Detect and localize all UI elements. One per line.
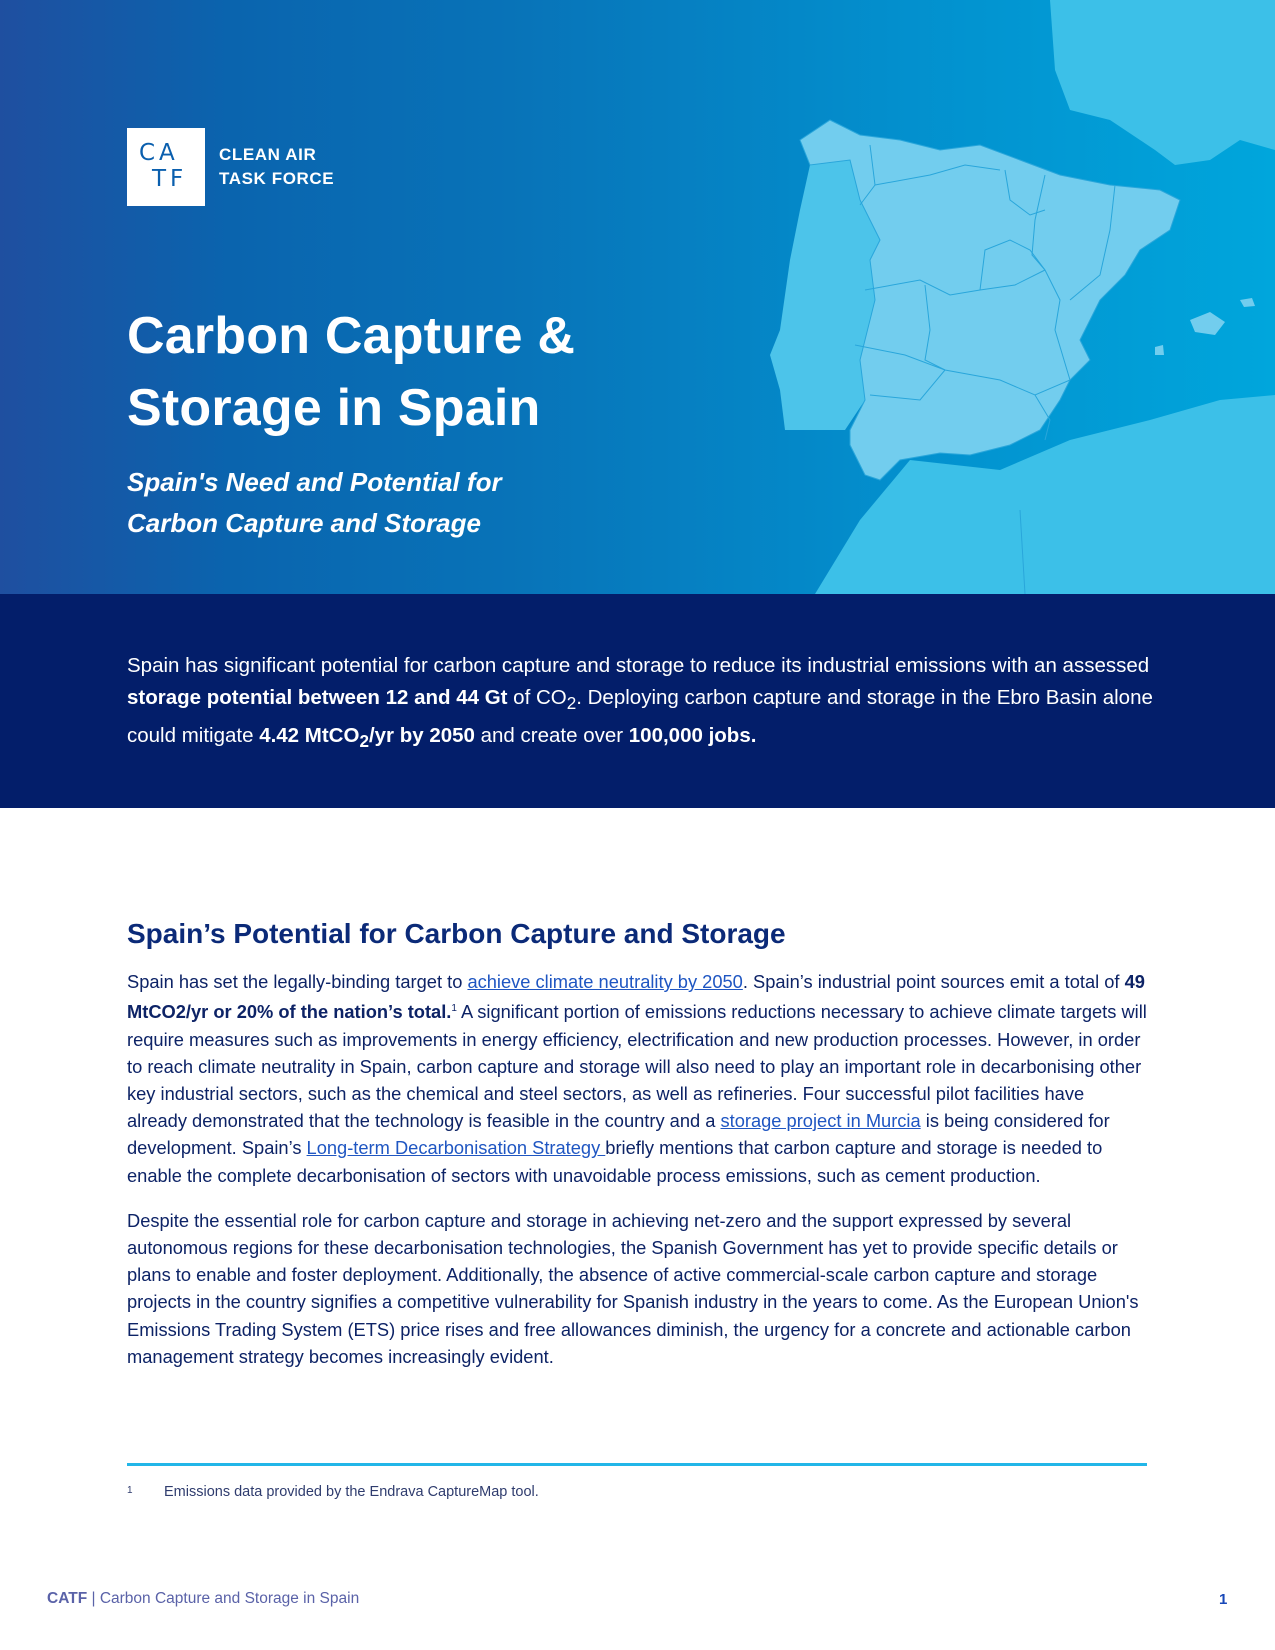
subtitle-line1: Spain's Need and Potential for [127, 467, 502, 497]
footnote-divider [127, 1463, 1147, 1466]
iberian-peninsula-map-icon [770, 0, 1275, 594]
title-line2: Storage in Spain [127, 379, 541, 437]
link-climate-neutrality[interactable]: achieve climate neutrality by 2050 [467, 971, 743, 992]
subtitle-line2: Carbon Capture and Storage [127, 508, 481, 538]
subscript: 2 [566, 694, 577, 714]
footnote-text: Emissions data provided by the Endrava CaptureMap tool. [164, 1484, 539, 1500]
summary-text [127, 650, 1157, 758]
page-footer [47, 1590, 359, 1608]
summary-text-part: Spain has significant potential for carbon capture and storage to reduce its industrial emissions with an assessed [127, 654, 1150, 677]
paragraph-text: . Spain’s industrial point sources emit a total of [742, 971, 1125, 992]
section-heading: Spain’s Potential for Carbon Capture and Storage [127, 918, 786, 949]
page-title [127, 300, 767, 444]
link-storage-project-murcia[interactable]: storage project in Murcia [720, 1110, 921, 1132]
subscript: 2 [359, 732, 369, 752]
emissions-highlight: 49 MtCO2/yr or 20% of the nation’s total. [127, 971, 1145, 1023]
paragraph-text: A significant portion of emissions reductions necessary to achieve climate targets will require measures such as improvements in energy efficiency, electrification and new production processes. However, in order to reach climate neutrality in Spain, carbon capture and storage will also need to play an important role in decarbonising other key industrial sectors, such as the chemical and steel sectors, as well as refineries. Four successful pilot facilities have already demonstrated that the technology is feasible in the country and a [127, 1001, 1147, 1132]
link-long-term-strategy[interactable]: Long-term Decarbonisation Strategy [306, 1137, 606, 1159]
summary-text-part: . Deploying carbon capture and storage in the Ebro Basin alone could mitigate [127, 686, 1153, 748]
summary-banner [0, 594, 1275, 808]
paragraph-1 [127, 968, 1147, 1189]
footer-separator: | [87, 1590, 100, 1607]
footer-org: CATF [47, 1590, 88, 1607]
summary-text-part: of CO [507, 686, 567, 709]
catf-logo-mark [127, 128, 205, 206]
summary-highlight-storage: storage potential between 12 and 44 Gt [127, 686, 508, 709]
logo-mark-line2: TF [152, 166, 188, 192]
summary-bold-part: 4.42 MtCO [259, 724, 360, 748]
footnote-number: 1 [127, 1485, 133, 1496]
summary-highlight-jobs: 100,000 jobs. [628, 724, 757, 748]
logo-wordmark [219, 143, 334, 191]
hero-banner [0, 0, 1275, 594]
summary-highlight-mitigation [259, 724, 475, 752]
title-line1: Carbon Capture & [127, 307, 576, 365]
logo-text-line2: TASK FORCE [219, 169, 335, 188]
catf-logo [127, 128, 334, 206]
paragraph-2: Despite the essential role for carbon capture and storage in achieving net-zero and the support expressed by several autonomous regions for these decarbonisation technologies, the Spanish Government has yet to provide specific details or plans to enable and foster deployment. Additionally, the absence of active commercial-scale carbon capture and storage projects in the country signifies a competitive vulnerability for Spanish industry in the years to come. As the European Union's Emissions Trading System (ETS) price rises and free allowances diminish, the urgency for a concrete and actionable carbon management strategy becomes increasingly evident. [127, 1209, 1139, 1367]
logo-text-line1: CLEAN AIR [219, 145, 317, 164]
summary-text-part: and create over [474, 724, 629, 748]
page-number: 1 [1219, 1591, 1228, 1608]
main-content [127, 914, 1147, 1370]
paragraph-text: is being considered for development. Spain’s [127, 1110, 1110, 1159]
logo-mark-line1: CA [139, 140, 179, 166]
footnote-ref: 1 [451, 1003, 457, 1015]
paragraph-text: briefly mentions that carbon capture and storage is needed to enable the complete decarbonisation of sectors with unavoidable process emissions, such as cement production. [127, 1137, 1103, 1186]
summary-bold-part: /yr by 2050 [368, 724, 475, 748]
paragraph-text: Spain has set the legally-binding target to [127, 971, 468, 992]
footnote-1 [127, 1484, 539, 1500]
page-subtitle [127, 462, 687, 544]
footer-doc-title: Carbon Capture and Storage in Spain [99, 1590, 360, 1607]
